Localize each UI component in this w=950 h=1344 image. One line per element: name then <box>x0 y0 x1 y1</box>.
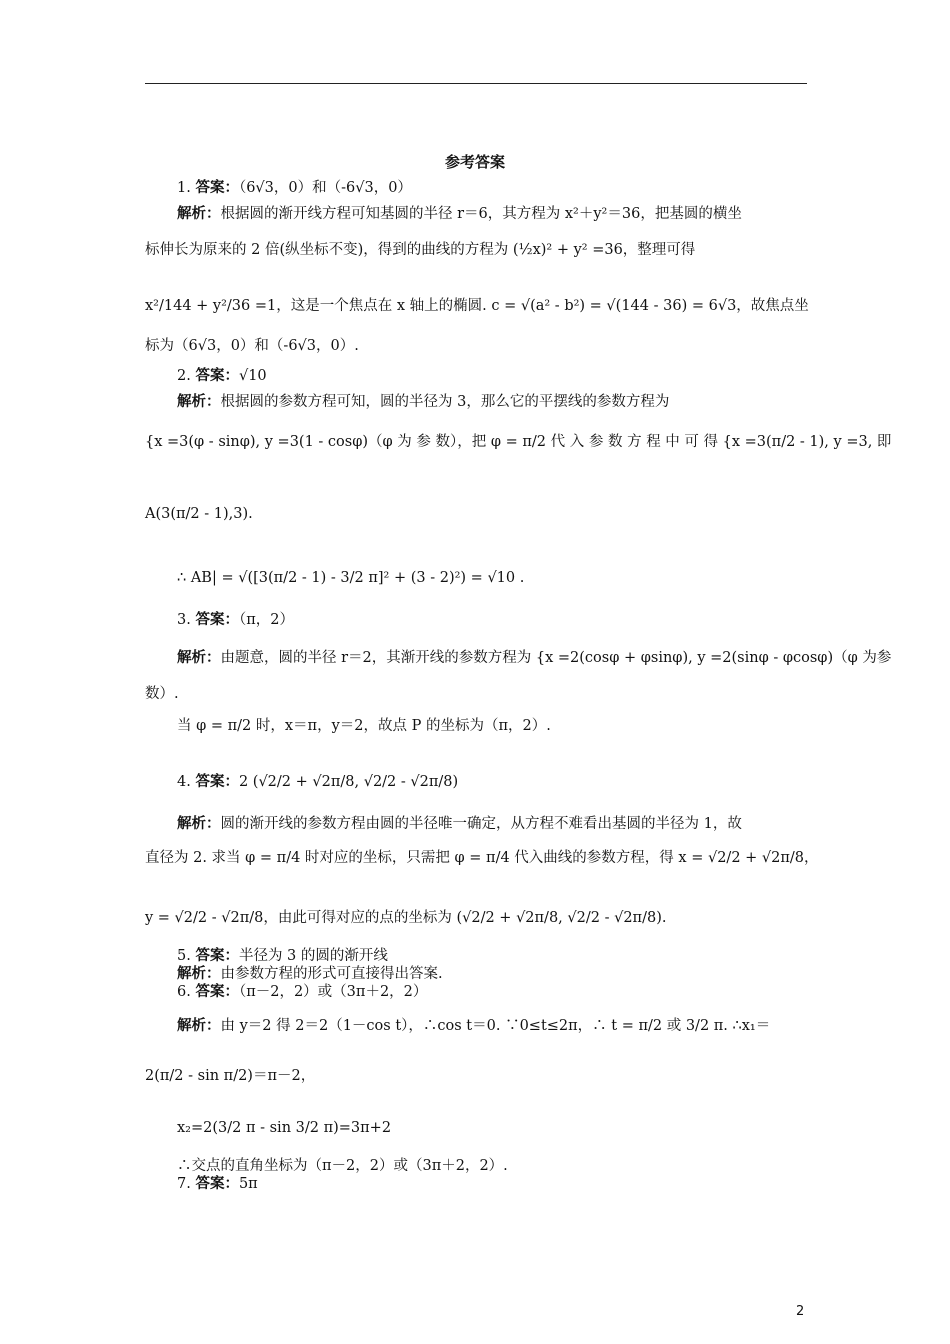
analysis-4-line-1: 解析：圆的渐开线的参数方程由圆的半径唯一确定，从方程不难看出基圆的半径为 1，故 <box>177 816 742 832</box>
header-rule <box>145 83 807 84</box>
answer-text: 半径为 3 的圆的渐开线 <box>238 948 388 964</box>
analysis-6-line-4: ∴交点的直角坐标为（π－2，2）或（3π＋2，2）. <box>177 1158 508 1174</box>
analysis-6-line-1: 解析：由 y＝2 得 2＝2（1－cos t），∴cos t＝0. ∵0≤t≤2π，∴ t = π/2 或 3/2 π. ∴x₁＝ <box>177 1018 771 1034</box>
answer-label: 答案： <box>195 774 239 790</box>
answer-text: 5π <box>238 1176 258 1192</box>
analysis-4-line-3: y = √2/2 - √2π/8，由此可得对应的点的坐标为 (√2/2 + √2π/8, √2/2 - √2π/8). <box>145 910 667 926</box>
answer-text: （6√3，0）和（-6√3，0） <box>238 180 412 196</box>
answer-text: （π，2） <box>238 612 294 628</box>
analysis-1-line-3: x²/144 + y²/36 =1，这是一个焦点在 x 轴上的椭圆. c = √(a² - b²) = √(144 - 36) = 6√3，故焦点坐 <box>145 298 809 314</box>
answer-text: √10 <box>238 368 267 384</box>
analysis-4-line-2: 直径为 2. 求当 φ = π/4 时对应的坐标，只需把 φ = π/4 代入曲线的参数方程，得 x = √2/2 + √2π/8， <box>145 850 819 866</box>
item-number: 4. <box>177 774 191 790</box>
item-number: 3. <box>177 612 191 628</box>
item-number: 1. <box>177 180 191 196</box>
analysis-6-line-3: x₂=2(3/2 π - sin 3/2 π)=3π+2 <box>177 1120 392 1136</box>
analysis-label: 解析： <box>177 650 221 666</box>
analysis-label: 解析： <box>177 1018 221 1034</box>
answer-label: 答案： <box>195 612 239 628</box>
answer-2 <box>177 366 810 386</box>
analysis-1-line-1: 解析：根据圆的渐开线方程可知基圆的半径 r＝6，其方程为 x²＋y²＝36，把基圆的横坐 <box>177 206 742 222</box>
item-number: 5. <box>177 948 191 964</box>
answer-text: 2 (√2/2 + √2π/8, √2/2 - √2π/8) <box>238 774 459 790</box>
analysis-6-line-2: 2(π/2 - sin π/2)＝π－2， <box>145 1068 316 1084</box>
analysis-2-line-1: 解析：根据圆的参数方程可知，圆的半径为 3，那么它的平摆线的参数方程为 <box>177 394 670 410</box>
analysis-label: 解析： <box>177 206 221 222</box>
analysis-label: 解析： <box>177 966 221 982</box>
analysis-1-line-4: 标为（6√3，0）和（-6√3，0）. <box>145 338 359 354</box>
answer-3 <box>177 610 810 630</box>
page-number: 2 <box>796 1304 805 1319</box>
answer-label: 答案： <box>195 368 239 384</box>
analysis-2-line-3: A(3(π/2 - 1),3). <box>145 506 253 522</box>
answer-7 <box>177 1174 810 1194</box>
analysis-label: 解析： <box>177 394 221 410</box>
answer-label: 答案： <box>195 984 239 1000</box>
analysis-3-line-1: 解析：由题意，圆的半径 r＝2，其渐开线的参数方程为 {x =2(cosφ + φsinφ), y =2(sinφ - φcosφ)（φ 为参 <box>177 650 892 666</box>
analysis-3-line-3: 当 φ = π/2 时，x＝π，y＝2，故点 P 的坐标为（π，2）. <box>177 718 551 734</box>
analysis-2-line-2: {x =3(φ - sinφ), y =3(1 - cosφ)（φ 为 参 数），把 φ = π/2 代 入 参 数 方 程 中 可 得 {x =3(π/2 - 1), y =3, 即 <box>145 434 892 450</box>
answer-5 <box>177 946 810 966</box>
analysis-2-line-4: ∴ AB| = √([3(π/2 - 1) - 3/2 π]² + (3 - 2)²) = √10 . <box>177 570 525 586</box>
answer-label: 答案： <box>195 180 239 196</box>
item-number: 7. <box>177 1176 191 1192</box>
answer-6 <box>177 982 810 1002</box>
item-number: 2. <box>177 368 191 384</box>
answer-4 <box>177 772 810 792</box>
page-heading: 参考答案 <box>444 153 505 171</box>
analysis-1-line-2: 标伸长为原来的 2 倍(纵坐标不变)，得到的曲线的方程为 (½x)² + y² =36，整理可得 <box>145 242 696 258</box>
analysis-3-line-2: 数）. <box>145 686 179 702</box>
answer-label: 答案： <box>195 948 239 964</box>
item-number: 6. <box>177 984 191 1000</box>
answer-label: 答案： <box>195 1176 239 1192</box>
answer-1 <box>177 178 810 198</box>
analysis-label: 解析： <box>177 816 221 832</box>
answer-text: （π－2，2）或（3π＋2，2） <box>238 984 428 1000</box>
analysis-5-line-1: 解析：由参数方程的形式可直接得出答案. <box>177 966 443 982</box>
